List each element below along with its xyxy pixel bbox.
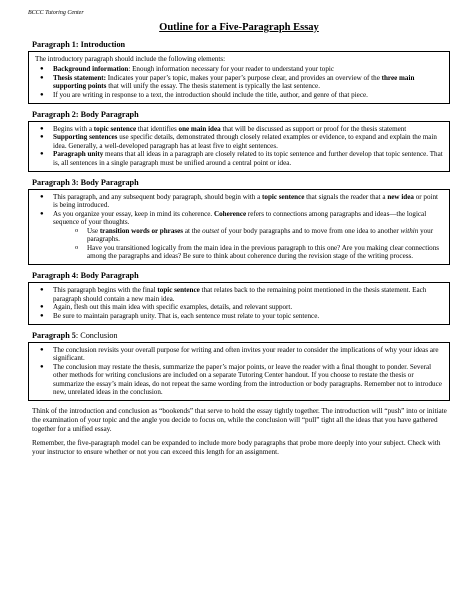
item-text: one main idea	[178, 125, 221, 134]
item-text: Indicates your paper’s topic, makes your paper’s purpose clear, and provides an overview of the	[106, 73, 382, 82]
item-text: : Enough information necessary for your reader to understand your topic	[128, 65, 335, 74]
item-text: Background information	[53, 65, 129, 74]
bullet-icon: ●	[40, 126, 44, 133]
item-text: that signals the reader that a	[304, 193, 388, 202]
bullet-list	[35, 65, 443, 99]
bullet-icon: ●	[40, 304, 44, 311]
list-item	[35, 193, 443, 210]
item-text: three main supporting points	[53, 73, 415, 91]
bullet-icon: ●	[40, 134, 44, 141]
item-text: that identifies	[136, 125, 179, 134]
item-text: or point is being introduced.	[53, 193, 438, 210]
item-text: refers to connections among paragraphs and ideas—the logical sequence of your thoughts.	[53, 209, 427, 227]
section-box	[28, 51, 450, 104]
item-text: Again, flesh out this main idea with specific examples, details, and relevant support.	[53, 303, 293, 312]
section-title-text: Paragraph 1: Introduction	[32, 40, 126, 49]
list-item	[35, 150, 443, 167]
bullet-icon: ●	[40, 151, 44, 158]
bullet-icon: ●	[40, 74, 44, 81]
item-text: transition words or phrases	[99, 226, 184, 235]
item-text: outset	[202, 226, 220, 235]
bullet-icon: ●	[40, 312, 44, 319]
list-item	[35, 346, 443, 363]
item-text: Coherence	[213, 209, 247, 218]
list-item	[35, 125, 443, 133]
bullet-list	[35, 193, 443, 260]
section-title	[32, 40, 450, 49]
item-text: topic sentence	[157, 286, 200, 295]
item-text: means that all ideas in a paragraph are closely related to its topic sentence and further develop that topic sentence. That is, all sentences in a single paragraph must be unified around a central point or idea.	[53, 150, 443, 167]
section-title	[32, 178, 450, 187]
item-text: As you organize your essay, keep in mind its coherence.	[53, 209, 214, 218]
item-text: If you are writing in response to a text, the introduction should include the title, author, and genre of that piece.	[53, 90, 368, 99]
item-text: This paragraph, and any subsequent body paragraph, should begin with a	[53, 193, 263, 202]
section-title-text: Paragraph 4: Body Paragraph	[32, 271, 139, 281]
sub-bullet-icon: o	[75, 226, 79, 234]
section-intro: The introductory paragraph should include the following elements:	[35, 55, 226, 63]
bullet-icon: ●	[40, 66, 44, 73]
item-text: topic sentence	[93, 125, 137, 134]
bullet-icon: ●	[40, 194, 44, 201]
closing-paragraph: Think of the introduction and conclusion as “bookends” that serve to hold the essay tightly together. The introduction will “push” into or initiate the examination of your topic and the angle you decide to focus on, while the conclusion will “pull” tight all the ideas that you have gathered together for a unified essay.	[32, 407, 447, 433]
item-text: Be sure to maintain paragraph unity. That is, each sentence must relate to your topic sentence.	[53, 311, 320, 320]
item-text: Supporting sentences	[53, 133, 118, 142]
list-item	[35, 210, 443, 227]
item-text: Paragraph unity	[53, 150, 104, 159]
item-text: that will be discussed as support or proof for the thesis statement	[220, 125, 407, 134]
closing-container	[28, 407, 450, 456]
item-text: Begins with a	[53, 125, 94, 134]
section-box	[28, 282, 450, 325]
bullet-icon: ●	[40, 363, 44, 370]
section-title-text: Paragraph 3: Body Paragraph	[32, 178, 139, 188]
bullet-list	[35, 286, 443, 320]
item-text: topic sentence	[262, 193, 305, 202]
item-text: Use	[87, 226, 100, 235]
item-text: of your body paragraphs and to move from one idea to another	[219, 226, 401, 235]
bullet-list	[35, 346, 443, 396]
list-item	[35, 91, 443, 99]
bullet-list	[35, 125, 443, 167]
item-text: your paragraphs.	[87, 226, 434, 244]
section-title-rest: : Conclusion	[75, 330, 118, 340]
section-title-text: Paragraph 2: Body Paragraph	[32, 110, 139, 120]
item-text: This paragraph begins with the final	[53, 286, 158, 295]
document-title: Outline for a Five-Paragraph Essay	[159, 22, 319, 33]
sections-container	[28, 40, 450, 401]
section-box	[28, 342, 450, 401]
item-text: within	[400, 226, 419, 235]
list-item	[35, 303, 443, 311]
item-text: that will unify the essay. The thesis statement is typically the last sentence.	[106, 82, 320, 91]
bullet-icon: ●	[40, 91, 44, 98]
closing-paragraph: Remember, the five-paragraph model can be expanded to include more body paragraphs that probe more deeply into your subject. Check with your instructor to ensure whether or not you can exceed this length for an assignment.	[32, 439, 441, 456]
item-text: that relates back to the remaining point mentioned in the thesis statement. Each paragraph should contain a new main idea.	[53, 286, 427, 303]
document-header: BCCC Tutoring Center	[28, 10, 84, 16]
list-item	[35, 74, 443, 91]
section-title	[32, 331, 450, 340]
list-item	[35, 227, 443, 244]
list-item	[35, 286, 443, 303]
section-title	[32, 271, 450, 280]
item-text: The conclusion may restate the thesis, summarize the paper’s major points, or leave the reader with a final thought to ponder. Several other methods for writing conclusions are included on a separate Tutoring Center handout. If you choose to restate the thesis or summarize the essay’s main ideas, do not repeat the same wording from the introduction or body paragraphs. Remember not to introduce new, unrelated ideas in the conclusion.	[53, 362, 442, 396]
section-title	[32, 110, 450, 119]
bullet-icon: ●	[40, 287, 44, 294]
section-title-text: Paragraph 5	[32, 330, 76, 340]
list-item	[35, 312, 443, 320]
bullet-icon: ●	[40, 346, 44, 353]
item-text: new idea	[387, 193, 414, 202]
item-text: use specific details, demonstrated through closely related examples or evidence, to expand and explain the main idea. Generally, a well-developed paragraph has at least five to eight sentences.	[53, 133, 437, 150]
list-item	[35, 65, 443, 73]
item-text: The conclusion revisits your overall purpose for writing and often invites your reader to consider the implications of why your ideas are significant.	[53, 345, 439, 363]
list-item	[35, 133, 443, 150]
item-text: Thesis statement:	[53, 73, 106, 82]
item-text: Have you transitioned logically from the main idea in the previous paragraph to this one? Are you making clear connections among the paragraphs and ideas? Be sure to think about coherence during the revision stage of the writing process.	[87, 243, 440, 260]
section-box	[28, 189, 450, 265]
item-text: at the	[183, 226, 203, 235]
bullet-icon: ●	[40, 210, 44, 217]
sub-bullet-icon: o	[75, 243, 79, 251]
list-item	[35, 363, 443, 397]
list-item	[35, 244, 443, 261]
section-box	[28, 121, 450, 172]
